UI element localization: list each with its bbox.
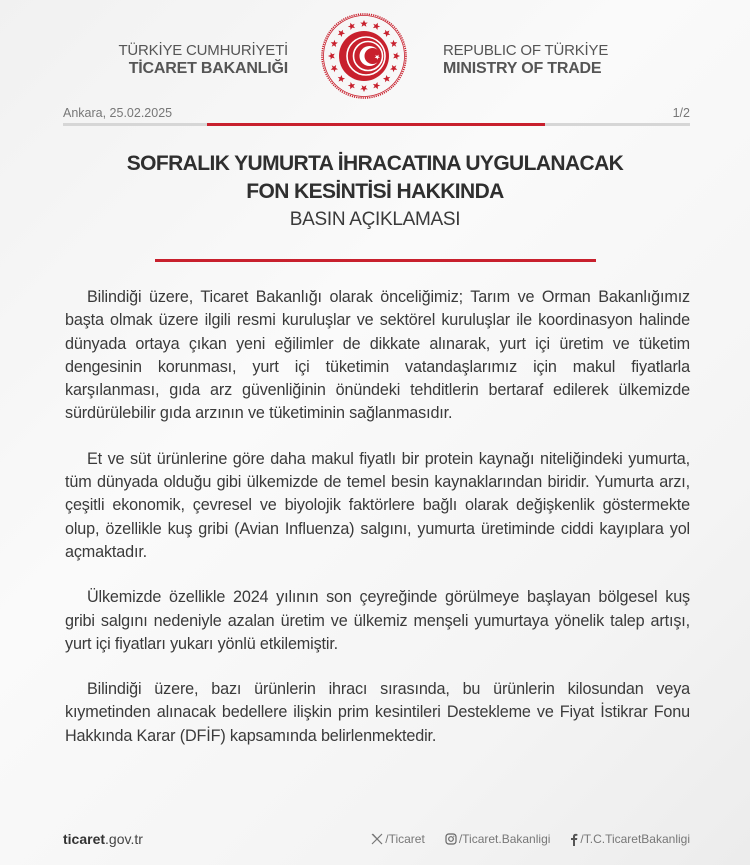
facebook-icon bbox=[570, 833, 578, 846]
letterhead-english bbox=[443, 42, 608, 78]
republic-name-tr: TÜRKİYE CUMHURİYETİ bbox=[118, 42, 288, 59]
x-handle: /Ticaret bbox=[385, 832, 425, 846]
paragraph-4: Bilindiği üzere, bazı ürünlerin ihracı sırasında, bu ürünlerin kilosundan veya kıymetinden alınacak bedellere ilişkin prim kesintileri Destekleme ve Fiyat İstikrar Fonu Hakkında Karar (DFİF) kapsamında belirlenmektedir. bbox=[65, 680, 690, 745]
website-link[interactable] bbox=[63, 831, 143, 847]
social-facebook[interactable] bbox=[570, 832, 690, 846]
social-x[interactable] bbox=[371, 832, 425, 846]
title-line-2: FON KESİNTİSİ HAKKINDA bbox=[246, 180, 504, 203]
ministry-name-en: MINISTRY OF TRADE bbox=[443, 60, 602, 77]
paragraph-2: Et ve süt ürünlerine göre daha makul fiyatlı bir protein kaynağı niteliğindeki yumurta, tüm dünyada olduğu gibi ülkemizde de temel besin kaynaklarından biridir. Yumurta arzı, çeşitli ekonomik, çevresel ve biyolojik faktörlere bağlı olarak değişkenlik göstermekte olup, özellikle kuş gribi (Avian Influenza) salgını, yumurta üretiminde ciddi kayıplara yol açmaktadır. bbox=[65, 449, 690, 561]
paragraph-3: Ülkemizde özellikle 2024 yılının son çeyreğinde görülmeye başlayan bölgesel kuş gribi salgını nedeniyle azalan üretim ve ülkemiz menşeli yumurtaya yönelik talep artışı, yurt içi fiyatları yukarı yönlü etkilemiştir. bbox=[65, 588, 690, 653]
page-number: 1/2 bbox=[672, 106, 690, 120]
instagram-handle: /Ticaret.Bakanligi bbox=[458, 832, 551, 846]
instagram-icon bbox=[445, 833, 457, 845]
document-subtitle: BASIN AÇIKLAMASI bbox=[289, 209, 461, 230]
press-release-body bbox=[65, 286, 690, 770]
x-icon bbox=[371, 833, 383, 845]
title-divider bbox=[155, 259, 596, 262]
footer bbox=[63, 831, 690, 851]
letterhead bbox=[0, 0, 750, 110]
ministry-name-tr: TİCARET BAKANLIĞI bbox=[128, 60, 288, 77]
website-domain-rest: .gov.tr bbox=[105, 831, 143, 847]
ministry-emblem-icon bbox=[320, 12, 408, 100]
social-links bbox=[371, 832, 690, 846]
title-line-1: SOFRALIK YUMURTA İHRACATINA UYGULANACAK bbox=[126, 152, 624, 175]
paragraph-1: Bilindiği üzere, Ticaret Bakanlığı olarak önceliğimiz; Tarım ve Orman Bakanlığımız başta olmak üzere ilgili resmi kuruluşlar ve sektörel kuruluşlar ile koordinasyon halinde dünyada ortaya çıkan yeni eğilimler de dikkate alınarak, yurt içi üretim ve tüketim dengesinin korunması, yurt içi tüketimin vatandaşlarımız için makul fiyatlarla karşılanması, gıda arz güvenliğinin önündeki tehditlerin bertaraf edilerek ülkemizde sürdürülebilir gıda arzının ve tüketiminin sağlanmasıdır. bbox=[65, 288, 690, 423]
facebook-handle: /T.C.TicaretBakanligi bbox=[580, 832, 690, 846]
letterhead-turkish bbox=[118, 42, 288, 78]
header-divider-accent bbox=[207, 123, 545, 126]
header-divider bbox=[63, 123, 690, 126]
website-domain-bold: ticaret bbox=[63, 831, 106, 847]
document-title bbox=[0, 150, 750, 234]
republic-name-en: REPUBLIC OF TÜRKİYE bbox=[443, 42, 609, 59]
document-date: Ankara, 25.02.2025 bbox=[63, 106, 173, 120]
social-instagram[interactable] bbox=[445, 832, 551, 846]
